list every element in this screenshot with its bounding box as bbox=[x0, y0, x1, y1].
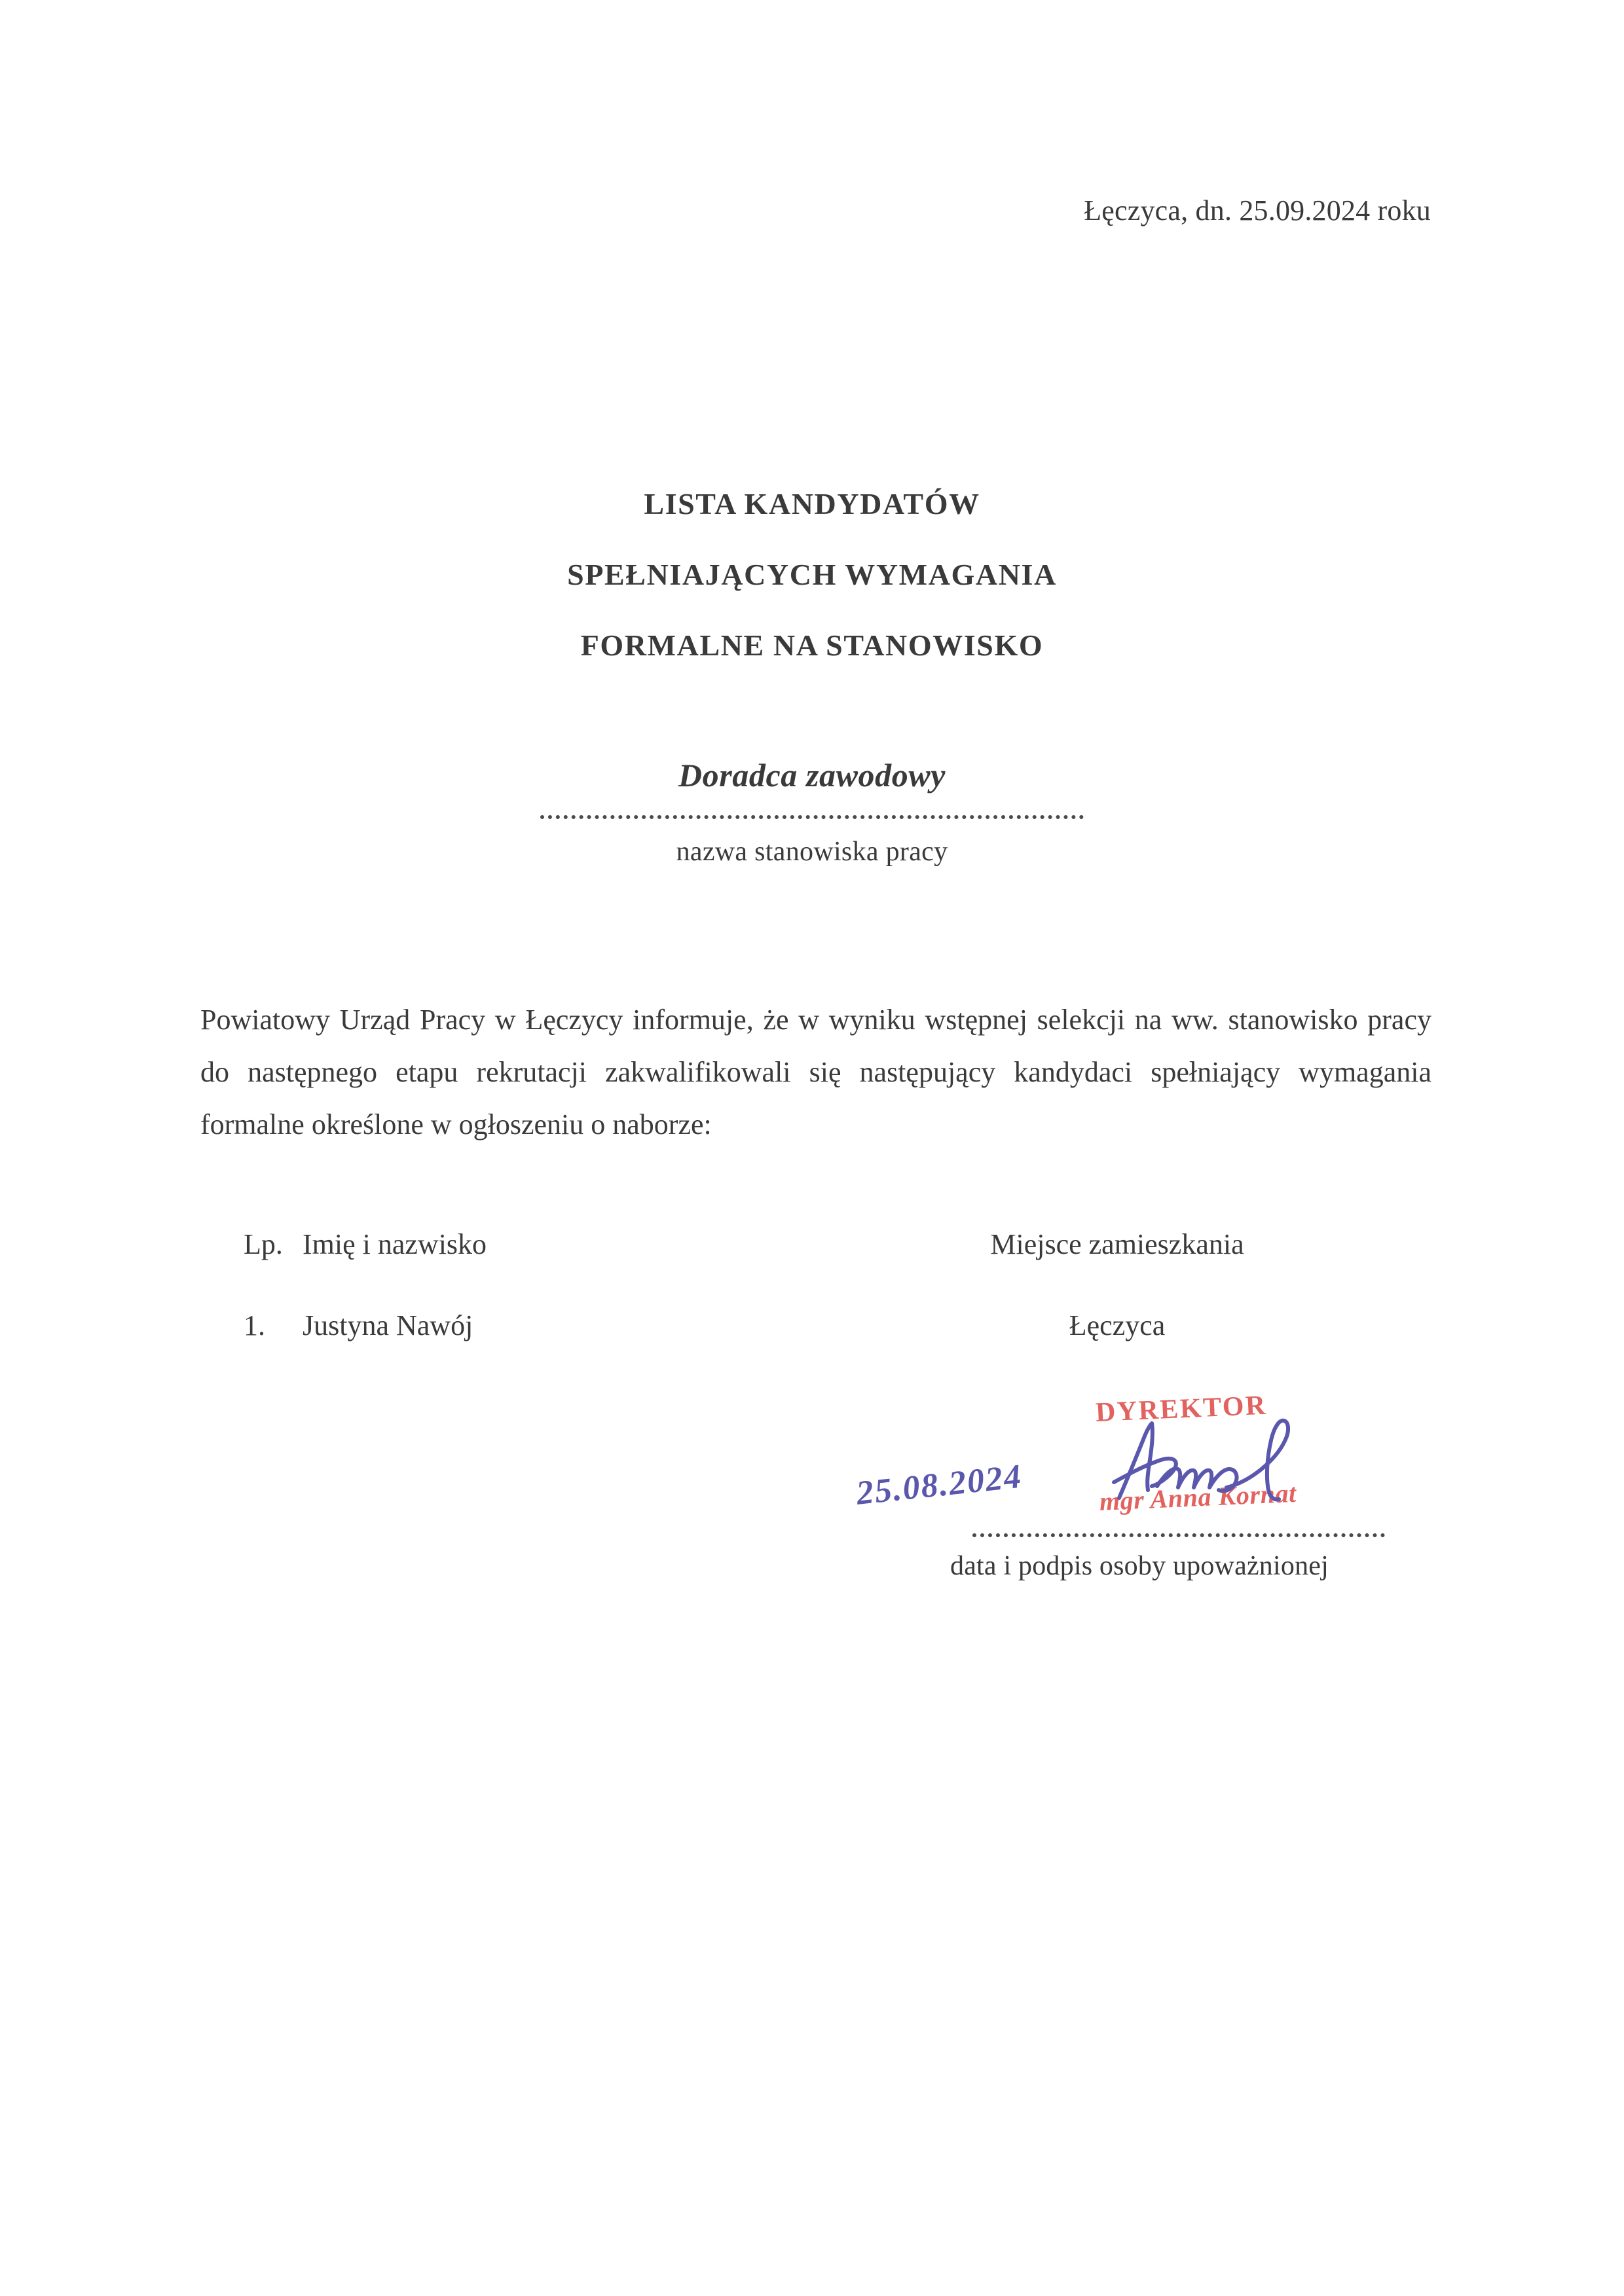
title-line-3: FORMALNE NA STANOWISKO bbox=[580, 629, 1044, 662]
director-stamp bbox=[1095, 1389, 1297, 1517]
row-candidate-name: Justyna Nawój bbox=[303, 1309, 473, 1341]
title-line-1: LISTA KANDYDATÓW bbox=[644, 487, 980, 520]
column-header-city: Miejsce zamieszkania bbox=[990, 1228, 1244, 1260]
table-header-row bbox=[200, 1228, 1431, 1309]
signature-area bbox=[838, 1375, 1441, 1650]
signature-caption: data i podpis osoby upoważnionej bbox=[950, 1551, 1329, 1581]
row-candidate-city: Łęczyca bbox=[1069, 1309, 1166, 1341]
body-paragraph bbox=[200, 994, 1431, 1151]
stamp-name-text: mgr Anna Kornat bbox=[1098, 1478, 1297, 1516]
table-row bbox=[200, 1309, 1431, 1378]
stamp-title-text: DYREKTOR bbox=[1095, 1390, 1268, 1428]
position-name: Doradca zawodowy bbox=[678, 757, 946, 793]
handwritten-date: 25.08.2024 bbox=[855, 1457, 1024, 1512]
document-title bbox=[0, 469, 1624, 681]
position-block bbox=[0, 756, 1624, 867]
column-header-no: Lp. bbox=[244, 1228, 283, 1260]
candidates-table bbox=[200, 1228, 1431, 1378]
position-caption: nazwa stanowiska pracy bbox=[676, 837, 948, 867]
position-dotted-line bbox=[540, 809, 1084, 819]
body-paragraph-text: Powiatowy Urząd Pracy w Łęczycy informuje, że w wyniku wstępnej selekcji na ww. stanowisko pracy do następnego etapu rekrutacji zakwalifikowali się następujący kandydaci spełniający wymagania formalne określone w ogłoszeniu o naborze: bbox=[200, 1004, 1431, 1140]
title-line-2: SPEŁNIAJĄCYCH WYMAGANIA bbox=[567, 558, 1057, 591]
document-date: Łęczyca, dn. 25.09.2024 roku bbox=[1084, 194, 1431, 227]
row-number: 1. bbox=[244, 1309, 265, 1341]
signature-dotted-line bbox=[972, 1527, 1385, 1537]
column-header-name: Imię i nazwisko bbox=[303, 1228, 487, 1260]
